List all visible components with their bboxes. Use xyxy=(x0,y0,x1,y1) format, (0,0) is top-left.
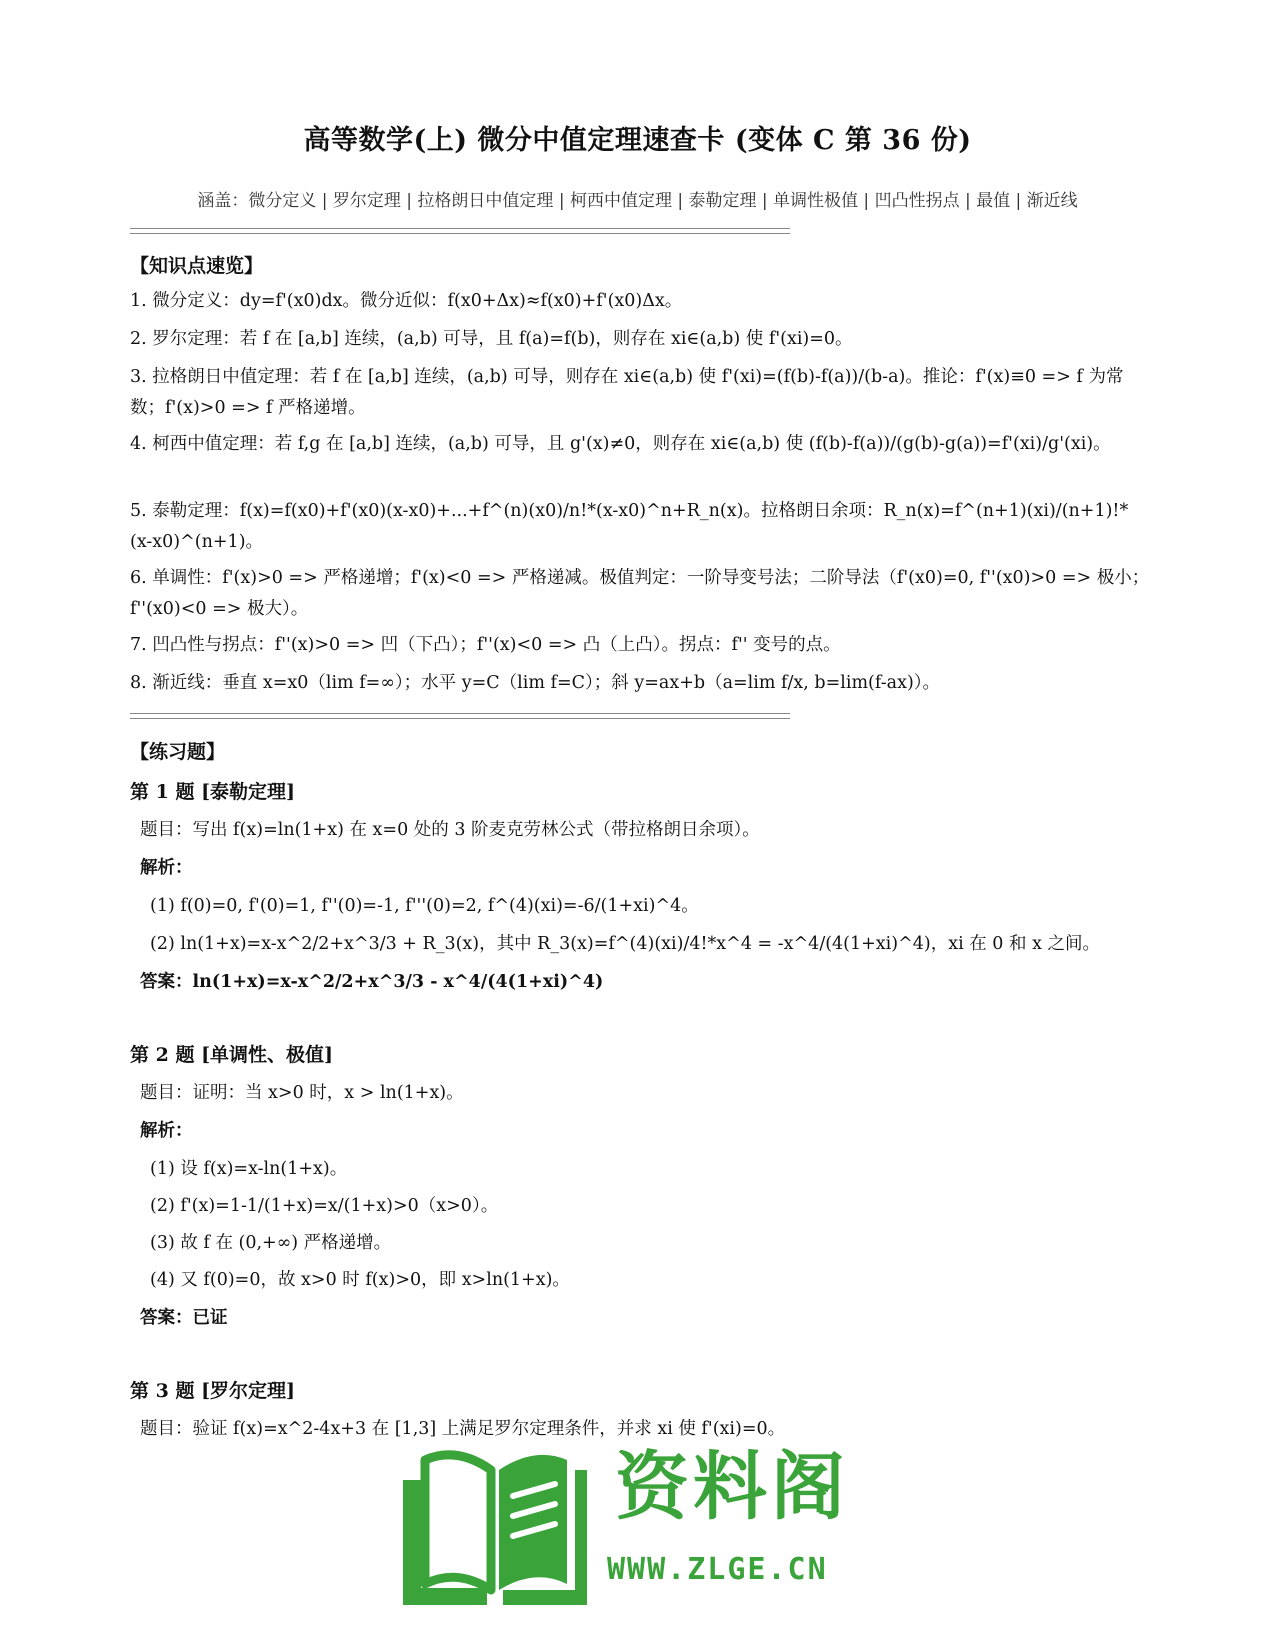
knowledge-item: 5. 泰勒定理：f(x)=f(x0)+f'(x0)(x-x0)+...+f^(n)(x0)/n!*(x-x0)^n+R_n(x)。拉格朗日余项：R_n(x)=f^(n+1)(xi)/(n+1)!*(x-x0)^(n+1)。 xyxy=(130,501,1129,552)
analysis-step: (1) f(0)=0, f'(0)=1, f''(0)=-1, f'''(0)=2, f^(4)(xi)=-6/(1+xi)^4。 xyxy=(150,896,699,916)
analysis-step: (2) f'(x)=1-1/(1+x)=x/(1+x)>0（x>0）。 xyxy=(150,1196,499,1216)
divider xyxy=(130,713,790,719)
analysis-label: 解析： xyxy=(140,858,193,878)
knowledge-item: 7. 凹凸性与拐点：f''(x)>0 => 凹（下凸）；f''(x)<0 => 凸（上凸）。拐点：f'' 变号的点。 xyxy=(130,635,841,655)
question-stem: 题目：写出 f(x)=ln(1+x) 在 x=0 处的 3 阶麦克劳林公式（带拉格朗日余项）。 xyxy=(140,820,760,840)
question-stem: 题目：证明：当 x>0 时，x > ln(1+x)。 xyxy=(140,1083,464,1103)
watermark-url: WWW.ZLGE.CN xyxy=(607,1552,828,1587)
analysis-step: (4) 又 f(0)=0，故 x>0 时 f(x)>0，即 x>ln(1+x)。 xyxy=(150,1270,570,1290)
watermark-brand: 资料阁 xyxy=(615,1444,849,1530)
book-logo-icon xyxy=(395,1440,595,1615)
question-title: 第 3 题 [罗尔定理] xyxy=(130,1380,296,1402)
knowledge-item: 1. 微分定义：dy=f'(x0)dx。微分近似：f(x0+Δx)≈f(x0)+f'(x0)Δx。 xyxy=(130,291,683,311)
watermark xyxy=(395,1440,875,1615)
knowledge-heading: 【知识点速览】 xyxy=(130,255,264,277)
knowledge-item: 4. 柯西中值定理：若 f,g 在 [a,b] 连续，(a,b) 可导，且 g'(x)≠0，则存在 xi∈(a,b) 使 (f(b)-f(a))/(g(b)-g(a))=f'(xi)/g'(xi)。 xyxy=(130,434,1111,454)
divider xyxy=(130,228,790,234)
analysis-label: 解析： xyxy=(140,1121,193,1141)
analysis-step: (2) ln(1+x)=x-x^2/2+x^3/3 + R_3(x)，其中 R_3(x)=f^(4)(xi)/4!*x^4 = -x^4/(4(1+xi)^4)，xi 在 0 和 x 之间。 xyxy=(150,934,1100,954)
practice-heading: 【练习题】 xyxy=(130,741,226,763)
knowledge-item: 3. 拉格朗日中值定理：若 f 在 [a,b] 连续，(a,b) 可导，则存在 xi∈(a,b) 使 f'(xi)=(f(b)-f(a))/(b-a)。推论：f'(x)≡0 => f 为常数；f'(x)>0 => f 严格递增。 xyxy=(130,367,1124,418)
page-subtitle: 涵盖：微分定义 | 罗尔定理 | 拉格朗日中值定理 | 柯西中值定理 | 泰勒定理 | 单调性极值 | 凹凸性拐点 | 最值 | 渐近线 xyxy=(197,191,1078,211)
answer-line: 答案：已证 xyxy=(140,1308,228,1328)
question-title: 第 2 题 [单调性、极值] xyxy=(130,1044,334,1066)
knowledge-item: 8. 渐近线：垂直 x=x0（lim f=∞）；水平 y=C（lim f=C）；斜 y=ax+b（a=lim f/x, b=lim(f-ax)）。 xyxy=(130,673,941,693)
answer-line: 答案：ln(1+x)=x-x^2/2+x^3/3 - x^4/(4(1+xi)^4) xyxy=(140,972,604,992)
knowledge-item: 2. 罗尔定理：若 f 在 [a,b] 连续，(a,b) 可导，且 f(a)=f(b)，则存在 xi∈(a,b) 使 f'(xi)=0。 xyxy=(130,329,853,349)
question-title: 第 1 题 [泰勒定理] xyxy=(130,781,296,803)
page-title: 高等数学(上) 微分中值定理速查卡 (变体 C 第 36 份) xyxy=(303,125,972,156)
question-stem: 题目：验证 f(x)=x^2-4x+3 在 [1,3] 上满足罗尔定理条件，并求 xi 使 f'(xi)=0。 xyxy=(140,1419,786,1439)
analysis-step: (1) 设 f(x)=x-ln(1+x)。 xyxy=(150,1159,348,1179)
knowledge-item: 6. 单调性：f'(x)>0 => 严格递增；f'(x)<0 => 严格递减。极值判定：一阶导变号法；二阶导法（f'(x0)=0, f''(x0)>0 => 极小；f''(x0)<0 => 极大）。 xyxy=(130,568,1150,619)
analysis-step: (3) 故 f 在 (0,+∞) 严格递增。 xyxy=(150,1233,392,1253)
